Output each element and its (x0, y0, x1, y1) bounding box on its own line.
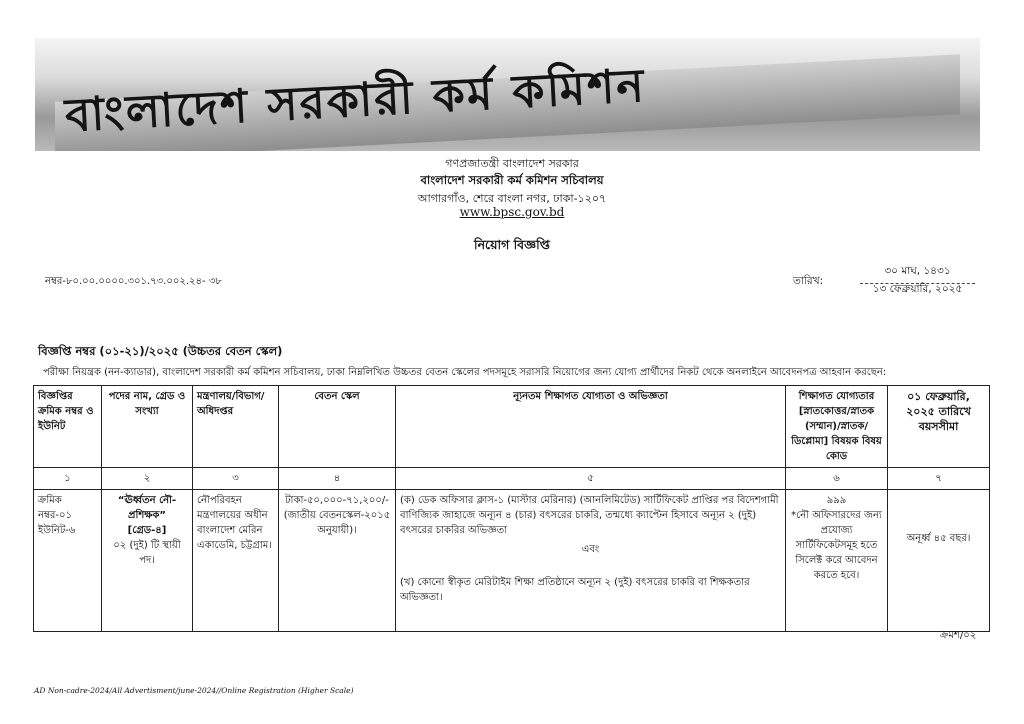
post-grade: [গ্রেড-৪] (127, 525, 167, 536)
post-cell (102, 490, 193, 632)
age-limit: অনূর্ধ্ব ৪৫ বছর। (906, 532, 971, 544)
pay-scale-cell: টাকা-৫০,০০০-৭১,২০০/- (জাতীয় বেতনস্কেল-২০১৫ অনুযায়ী)। (279, 490, 396, 632)
col-number: ৬ (786, 468, 888, 490)
column-number-row (34, 468, 990, 490)
serial-cell: ক্রমিক নম্বর-০১ ইউনিট-৬ (34, 490, 102, 632)
notice-intro: পরীক্ষা নিয়ন্ত্রক (নন-ক্যাডার), বাংলাদেশ সরকারী কর্ম কমিশন সচিবালয়, ঢাকা নিম্নলিখিত উচ্চতর বেতন স্কেলের পদসমূহে সরাসরি নিয়োগের জন্য যোগ্য প্রার্থীদের নিকট থেকে অনলাইনে আবেদনপত্র আহবান করছেন: (43, 367, 887, 378)
notice-title: বিজ্ঞপ্তি নম্বর (০১-২১)/২০২৫ (উচ্চতর বেতন স্কেল) (38, 344, 283, 358)
office-name: বাংলাদেশ সরকারী কর্ম কমিশন সচিবালয় (420, 173, 604, 187)
header-pay-scale: বেতন স্কেল (279, 386, 396, 468)
government-name: গণপ্রজাতন্ত্রী বাংলাদেশ সরকার (445, 157, 579, 170)
header-post: পদের নাম, গ্রেড ও সংখ্যা (102, 386, 193, 468)
date-bangla: ৩০ মাঘ, ১৪৩১ (860, 264, 975, 284)
header-qualification: ন্যূনতম শিক্ষাগত যোগ্যতা ও অভিজ্ঞতা (396, 386, 786, 468)
col-number: ৪ (279, 468, 396, 490)
qualification-cell (396, 490, 786, 632)
col-number: ৩ (193, 468, 279, 490)
header-banner-image (35, 38, 980, 151)
subject-code: ৯৯৯ (826, 495, 847, 506)
office-address: আগারগাঁও, শেরে বাংলা নগর, ঢাকা-১২০৭ (417, 192, 607, 205)
table-row (34, 490, 990, 632)
age-limit-cell (888, 490, 990, 632)
qualification-and: এবং (581, 544, 600, 555)
date-label: তারিখ: (793, 275, 824, 287)
post-count: ০২ (দুই) টি স্থায়ী পদ। (113, 540, 181, 566)
header-ministry: মন্ত্রণালয়/বিভাগ/ অধিদপ্তর (193, 386, 279, 468)
reference-number: নম্বর-৮০.০০.০০০০.৩০১.৭৩.০০২.২৪- ৩৮ (45, 276, 222, 287)
header-subject-code: শিক্ষাগত যোগ্যতার [স্নাতকোত্তর/স্নাতক (সম্মান)/স্নাতক/ ডিপ্লোমা] বিষয়ক বিষয় কোড (786, 386, 888, 468)
col-number: ৫ (396, 468, 786, 490)
col-number: ২ (102, 468, 193, 490)
qualification-b: (খ) কোনো স্বীকৃত মেরিটাইম শিক্ষা প্রতিষ্ঠানে অন্যূন ২ (দুই) বৎসরের চাকরি বা শিক্ষকতার অভিজ্ঞতা। (400, 577, 750, 603)
subject-note: *নৌ অফিসারদের জন্য প্রযোজ্য সার্টিফিকেটসমূহ হতে সিলেক্ট করে আবেদন করতে হবে। (791, 510, 882, 581)
table-header-row (34, 386, 990, 468)
vacancy-table (33, 385, 990, 632)
date-english: ১৩ ফেব্রুয়ারি, ২০২৫ (872, 283, 963, 295)
ministry-cell: নৌপরিবহন মন্ত্রণালয়ের অধীন বাংলাদেশ মেরিন একাডেমি, চট্টগ্রাম। (193, 490, 279, 632)
footer-path: AD Non-cadre-2024/All Advertisment/june-2024//Online Registration (Higher Scale) (34, 686, 354, 695)
page-title: নিয়োগ বিজ্ঞপ্তি (474, 237, 550, 252)
continued-marker: ক্রমশ/০২ (940, 630, 977, 641)
post-name: “ঊর্ধ্বতন নৌ-প্রশিক্ষক” (117, 495, 177, 521)
banner-text: বাংলাদেশ সরকারী কর্ম কমিশন (63, 57, 648, 143)
header-age-limit: ০১ ফেব্রুয়ারি, ২০২৫ তারিখে বয়সসীমা (888, 386, 990, 468)
col-number: ১ (34, 468, 102, 490)
website-link[interactable]: www.bpsc.gov.bd (459, 205, 565, 219)
header-serial: বিজ্ঞপ্তির ক্রমিক নম্বর ও ইউনিট (34, 386, 102, 468)
qualification-a: (ক) ডেক অফিসার ক্লাস-১ (মাস্টার মেরিনার) (আনলিমিটেড) সার্টিফিকেট প্রাপ্তির পর বিদেশগামী বাণিজ্যিক জাহাজে অন্যূন ৪ (চার) বৎসরের চাকরি, তন্মধ্যে ক্যাপ্টেন হিসাবে অন্যূন ২ (দুই) বৎসরের চাকরির অভিজ্ঞতা (400, 495, 779, 536)
subject-code-cell (786, 490, 888, 632)
col-number: ৭ (888, 468, 990, 490)
